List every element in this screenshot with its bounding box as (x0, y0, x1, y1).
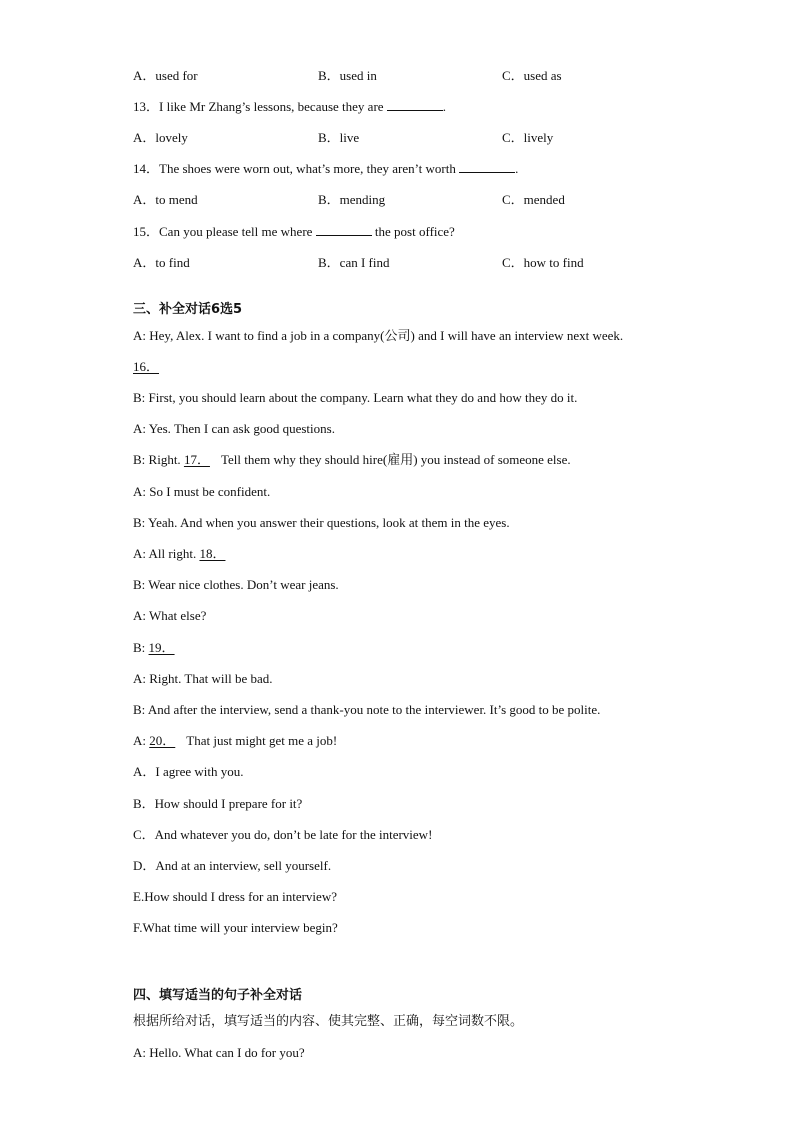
dialogue-line: A: Yes. Then I can ask good questions. (133, 421, 335, 436)
answer-blank (387, 99, 443, 111)
q15-option-b: B．can I find (318, 255, 390, 270)
answer-blank (459, 161, 515, 173)
choice-option-f: F.What time will your interview begin? (133, 920, 338, 935)
q14-stem: 14．The shoes were worn out, what’s more, they aren’t worth . (133, 161, 519, 176)
section3-title: 三、补全对话6选5 (133, 302, 243, 317)
q14-option-a: A．to mend (133, 192, 198, 207)
q15-option-c: C．how to find (502, 255, 584, 270)
section4-title: 四、填写适当的句子补全对话 (133, 988, 303, 1003)
q12-option-a: A．used for (133, 68, 198, 83)
dialogue-line: A: So I must be confident. (133, 484, 271, 499)
dialogue-line: B: And after the interview, send a thank-you note to the interviewer. It’s good to be polite. (133, 702, 601, 717)
choice-option-e: E.How should I dress for an interview? (133, 889, 337, 904)
choice-option-d: D．And at an interview, sell yourself. (133, 858, 332, 873)
q14-option-b: B．mending (318, 192, 386, 207)
blank-17: 17． (183, 452, 210, 467)
blank-20: 20． (149, 733, 176, 748)
q14-option-c: C．mended (502, 192, 565, 207)
dialogue-line: A: 20． That just might get me a job! (133, 733, 338, 748)
dialogue-line: B: First, you should learn about the company. Learn what they do and how they do it. (133, 390, 578, 405)
q12-option-b: B．used in (318, 68, 377, 83)
blank-18: 18． (199, 546, 226, 561)
blank-19: 19． (148, 640, 175, 655)
dialogue-line: A: What else? (133, 608, 207, 623)
choice-option-b: B．How should I prepare for it? (133, 796, 303, 811)
q13-option-c: C．lively (502, 130, 554, 145)
q15-stem: 15．Can you please tell me where the post office? (133, 224, 455, 239)
dialogue-line: B: 19． (133, 640, 183, 656)
dialogue-line: A: Right. That will be bad. (133, 671, 273, 686)
q15-option-a: A．to find (133, 255, 190, 270)
dialogue-line: B: Yeah. And when you answer their questions, look at them in the eyes. (133, 515, 510, 530)
choice-option-a: A．I agree with you. (133, 764, 244, 779)
q13-stem: 13．I like Mr Zhang’s lessons, because they are . (133, 99, 447, 114)
dialogue-line: B: Wear nice clothes. Don’t wear jeans. (133, 577, 339, 592)
choice-option-c: C．And whatever you do, don’t be late for the interview! (133, 827, 433, 842)
q12-option-c: C．used as (502, 68, 562, 83)
q13-option-a: A．lovely (133, 130, 188, 145)
dialogue-line: A: Hey, Alex. I want to find a job in a company(公司) and I will have an interview next week. (133, 328, 624, 343)
dialogue-line: B: Right. 17． Tell them why they should hire(雇用) you instead of someone else. (133, 452, 571, 467)
section4-instruction: 根据所给对话，填写适当的内容、使其完整、正确，每空词数不限。 (133, 1014, 524, 1029)
dialogue-line: A: Hello. What can I do for you? (133, 1045, 305, 1060)
q13-option-b: B．live (318, 130, 360, 145)
answer-blank (316, 224, 372, 236)
dialogue-line: A: All right. 18． (133, 546, 233, 562)
blank-16: 16． (133, 359, 160, 374)
